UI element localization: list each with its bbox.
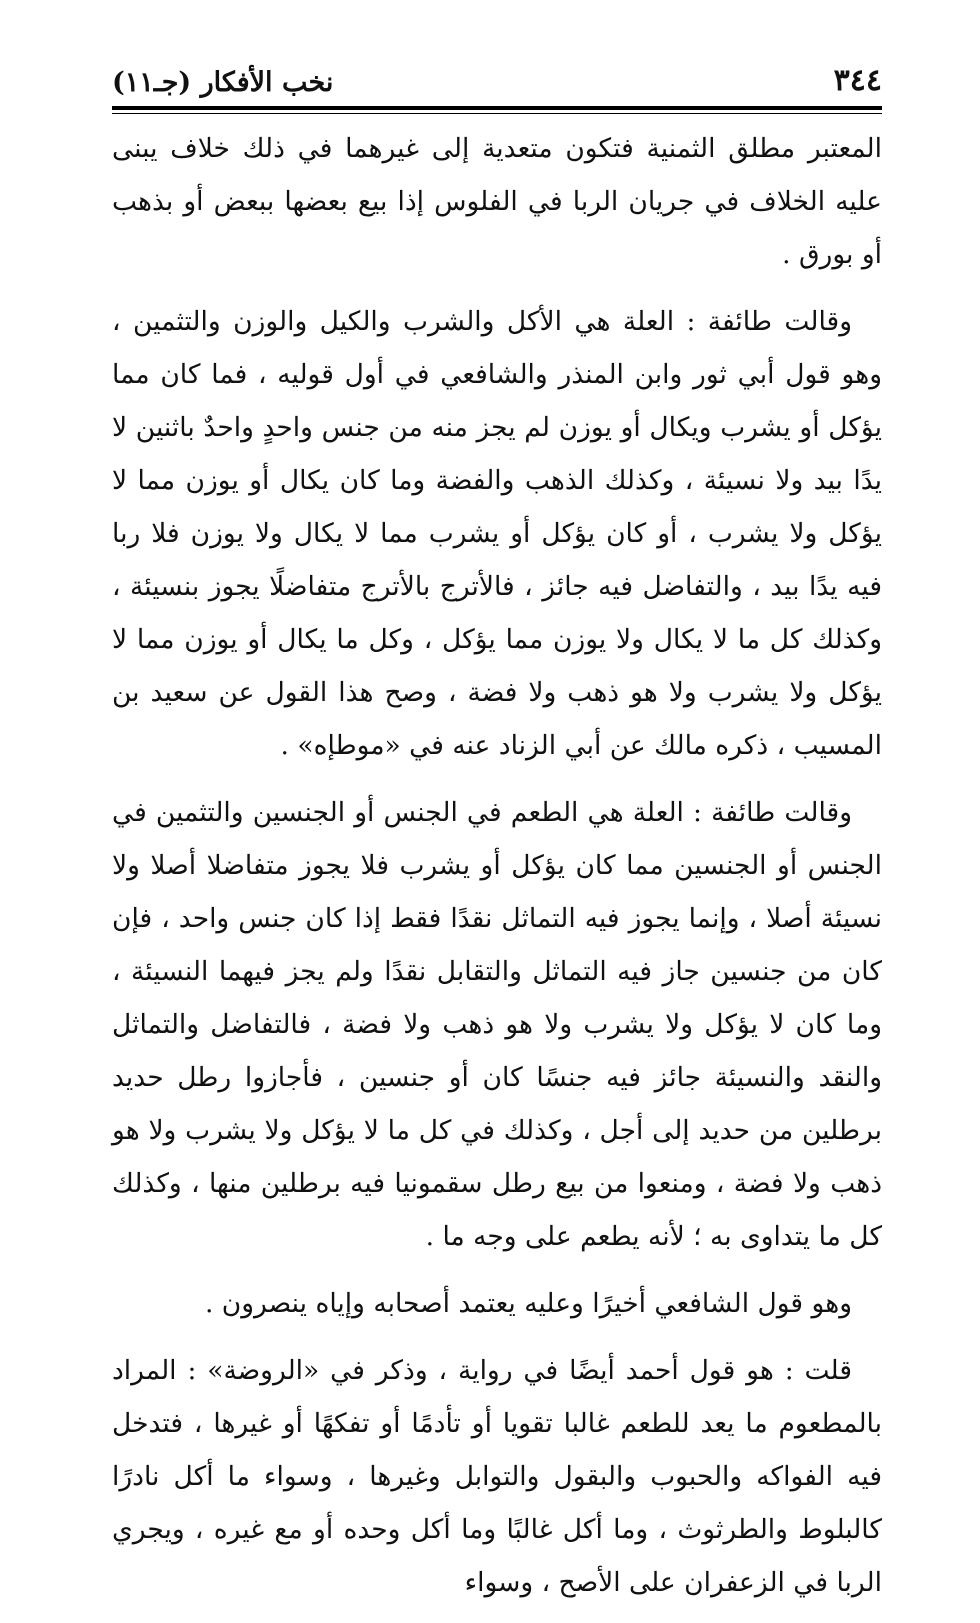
page-number: ٣٤٤ [833, 63, 882, 98]
paragraph-4: وهو قول الشافعي أخيرًا وعليه يعتمد أصحابه وإياه ينصرون . [204, 1288, 852, 1319]
page-header [112, 52, 882, 96]
paragraph-1: المعتبر مطلق الثمنية فتكون متعدية إلى غيرهما في ذلك خلاف يبنى عليه الخلاف في جريان الربا في الفلوس إذا بيع بعضها ببعض أو بذهب أو بورق . [112, 133, 882, 270]
header-rule [112, 106, 882, 114]
paragraph-2: وقالت طائفة : العلة هي الأكل والشرب والكيل والوزن والتثمين ، وهو قول أبي ثور وابن المنذر والشافعي في أول قوليه ، فما كان مما يؤكل أو يشرب ويكال أو يوزن لم يجز منه من جنس واحدٍ واحدٌ باثنين لا يدًا بيد ولا نسيئة ، وكذلك الذهب والفضة وما كان يكال أو يوزن مما لا يؤكل ولا يشرب ، أو كان يؤكل أو يشرب مما لا يكال ولا يوزن فلا ربا فيه يدًا بيد ، والتفاضل فيه جائز ، فالأترج بالأترج متفاضلًا يجوز بنسيئة ، وكذلك كل ما لا يكال ولا يوزن مما يؤكل ، وكل ما يكال أو يوزن مما لا يؤكل ولا يشرب ولا هو ذهب ولا فضة ، وصح هذا القول عن سعيد بن المسيب ، ذكره مالك عن أبي الزناد عنه في «موطإه» . [112, 306, 882, 761]
paragraph-5: قلت : هو قول أحمد أيضًا في رواية ، وذكر في «الروضة» : المراد بالمطعوم ما يعد للطعم غالبا تقويا أو تأدمًا أو تفكهًا أو غيرها ، فتدخل فيه الفواكه والحبوب والبقول والتوابل وغيرها ، وسواء ما أكل نادرًا كالبلوط والطرثوث ، وما أكل غالبًا وما أكل وحده أو مع غيره ، ويجري الربا في الزعفران على الأصح ، وسواء [112, 1355, 882, 1598]
book-title: نخب الأفكار (جـ١١) [112, 67, 334, 98]
paragraph-3: وقالت طائفة : العلة هي الطعم في الجنس أو الجنسين والتثمين في الجنس أو الجنسين مما كان يؤكل أو يشرب فلا يجوز متفاضلا أصلا ولا نسيئة أصلا ، وإنما يجوز فيه التماثل نقدًا فقط إذا كان جنس واحد ، فإن كان من جنسين جاز فيه التماثل والتقابل نقدًا ولم يجز فيهما النسيئة ، وما كان لا يؤكل ولا يشرب ولا هو ذهب ولا فضة ، فالتفاضل والتماثل والنقد والنسيئة جائز فيه جنسًا كان أو جنسين ، فأجازوا رطل حديد برطلين من حديد إلى أجل ، وكذلك في كل ما لا يؤكل ولا يشرب ولا هو ذهب ولا فضة ، ومنعوا من بيع رطل سقمونيا فيه برطلين منها ، وكذلك كل ما يتداوى به ؛ لأنه يطعم على وجه ما . [112, 797, 882, 1252]
header-rule-thin [112, 113, 882, 114]
page-body [112, 122, 882, 1623]
header-rule-thick [112, 106, 882, 110]
